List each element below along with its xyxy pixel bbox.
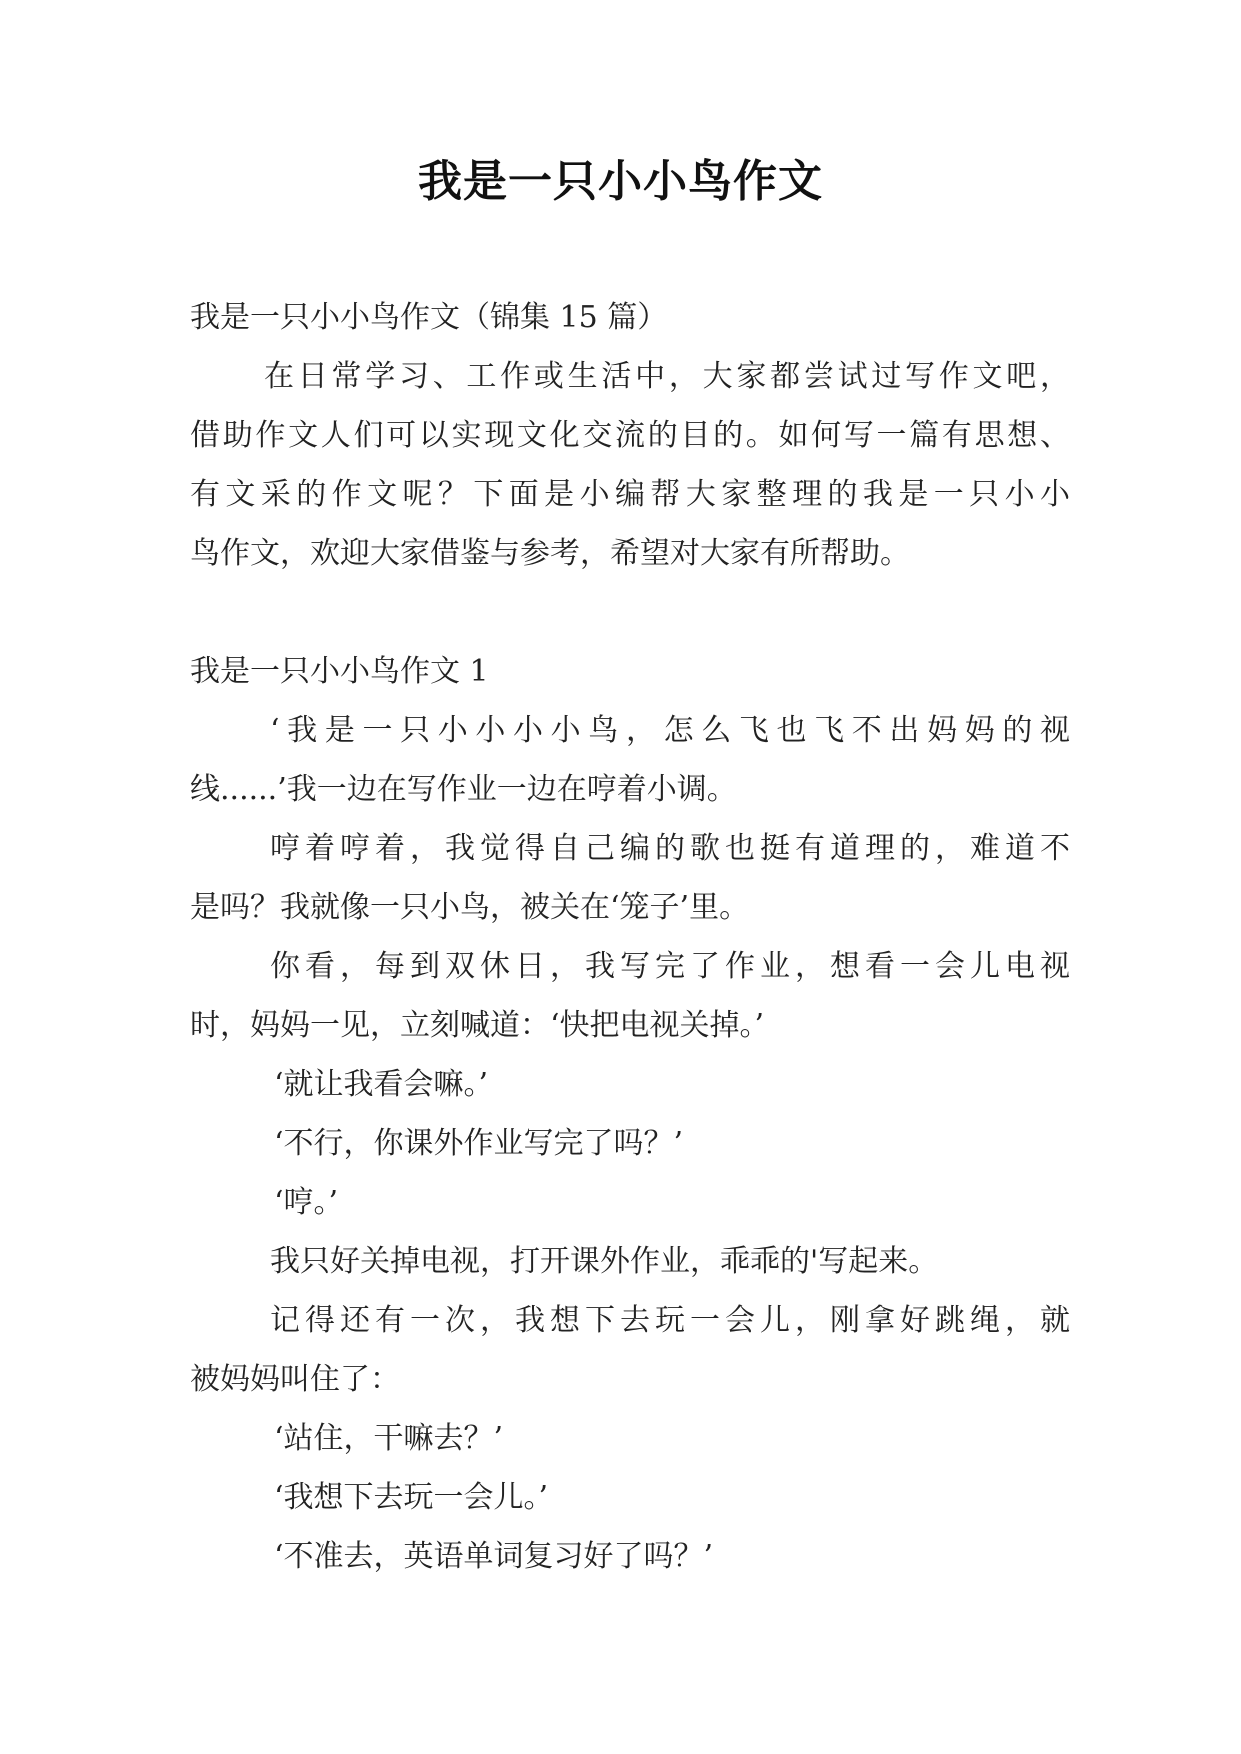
paragraph-line: 被妈妈叫住了： bbox=[190, 1362, 400, 1397]
paragraph-line: 记得还有一次，我想下去玩一会儿，刚拿好跳绳，就 bbox=[270, 1303, 1070, 1338]
intro-line: 鸟作文，欢迎大家借鉴与参考，希望对大家有所帮助。 bbox=[190, 536, 910, 571]
dialogue-line: ‘不准去，英语单词复习好了吗？’ bbox=[274, 1539, 714, 1574]
paragraph-line: 是吗？我就像一只小鸟，被关在‘笼子’里。 bbox=[190, 890, 750, 925]
paragraph-line: 我只好关掉电视，打开课外作业，乖乖的'写起来。 bbox=[270, 1244, 939, 1279]
paragraph-line: 你看，每到双休日，我写完了作业，想看一会儿电视 bbox=[270, 949, 1070, 984]
dialogue-line: ‘我想下去玩一会儿。’ bbox=[274, 1480, 549, 1515]
section-heading: 我是一只小小鸟作文 1 bbox=[190, 654, 489, 689]
document-body bbox=[190, 288, 1070, 1586]
paragraph-line: 哼着哼着，我觉得自己编的歌也挺有道理的，难道不 bbox=[270, 831, 1070, 866]
paragraph-gap bbox=[190, 583, 1070, 642]
document-title: 我是一只小小鸟作文 bbox=[418, 156, 823, 207]
dialogue-line: ‘就让我看会嘛。’ bbox=[274, 1067, 489, 1102]
dialogue-line: ‘站住，干嘛去？’ bbox=[274, 1421, 504, 1456]
paragraph-line: 线......’我一边在写作业一边在哼着小调。 bbox=[190, 772, 737, 807]
dialogue-line: ‘不行，你课外作业写完了吗？’ bbox=[274, 1126, 684, 1161]
paragraph-line: ‘我是一只小小小小鸟，怎么飞也飞不出妈妈的视 bbox=[270, 713, 1070, 748]
paragraph-line: 时，妈妈一见，立刻喊道：‘快把电视关掉。’ bbox=[190, 1008, 765, 1043]
document-subtitle: 我是一只小小鸟作文（锦集 15 篇） bbox=[190, 300, 668, 335]
dialogue-line: ‘哼。’ bbox=[274, 1185, 339, 1220]
intro-line: 有文采的作文呢？下面是小编帮大家整理的我是一只小小 bbox=[190, 477, 1070, 512]
intro-line: 在日常学习、工作或生活中，大家都尝试过写作文吧， bbox=[264, 359, 1070, 394]
intro-line: 借助作文人们可以实现文化交流的目的。如何写一篇有思想、 bbox=[190, 418, 1070, 453]
